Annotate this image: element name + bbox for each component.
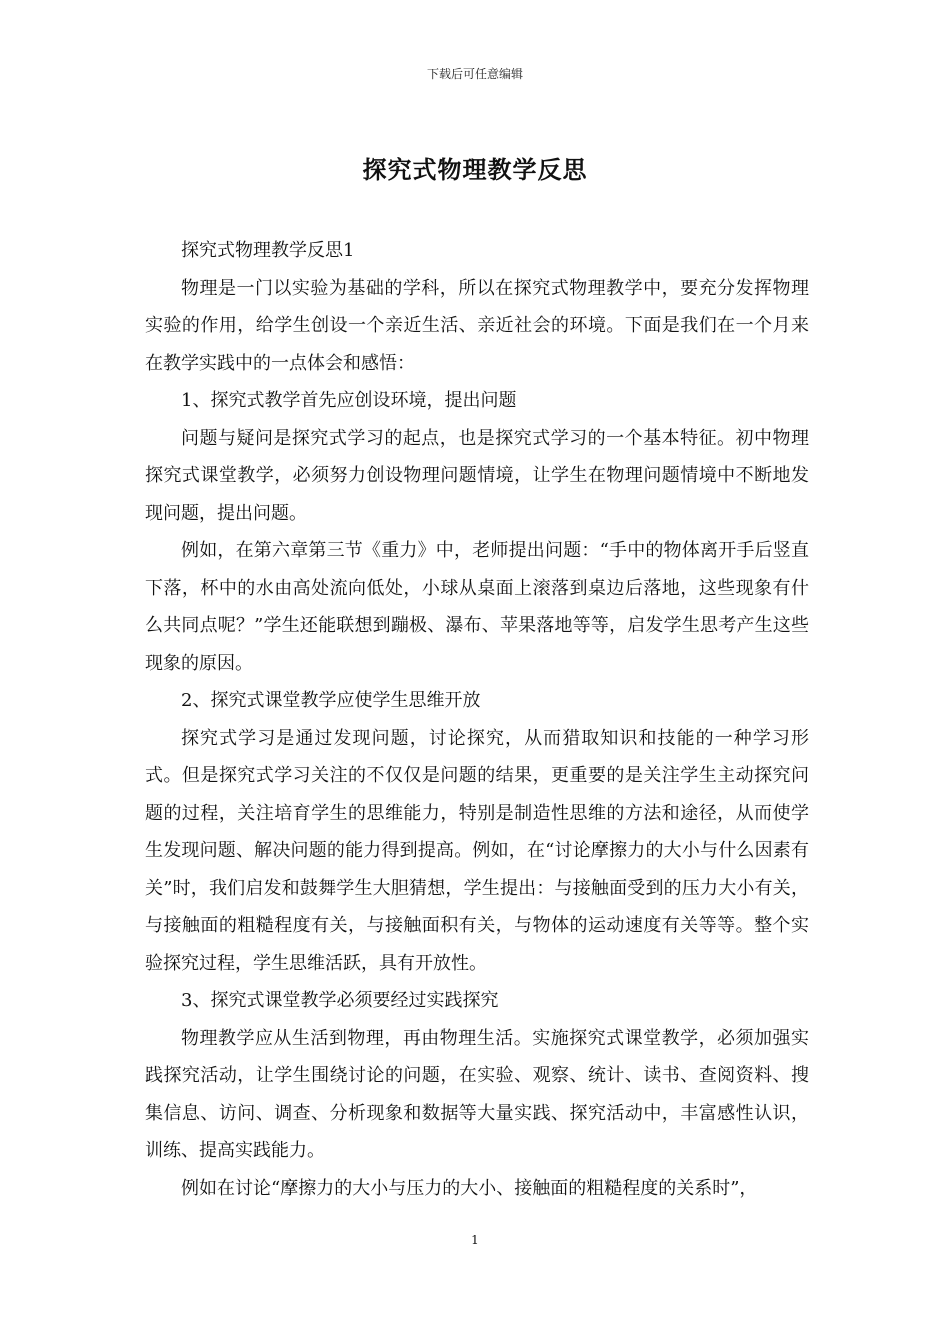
page-number: 1 (471, 1233, 479, 1247)
document-title: 探究式物理教学反思 (362, 155, 588, 184)
header-note: 下载后可任意编辑 (426, 67, 523, 81)
subheading: 1、探究式教学首先应创设环境，提出问题 (181, 390, 517, 411)
section-heading: 探究式物理教学反思1 (181, 240, 355, 261)
paragraph: 问题与疑问是探究式学习的起点，也是探究式学习的一个基本特征。初中物理探究式课堂教学，必须努力创设物理问题情境，让学生在物理问题情境中不断地发现问题，提出问题。 (145, 427, 809, 524)
subheading: 3、探究式课堂教学必须要经过实践探究 (181, 990, 499, 1011)
paragraph: 例如，在第六章第三节《重力》中，老师提出问题：“手中的物体离开手后竖直下落，杯中的水由高处流向低处，小球从桌面上滚落到桌边后落地，这些现象有什么共同点呢？”学生还能联想到蹦极、瀑布、苹果落地等等，启发学生思考产生这些现象的原因。 (145, 540, 809, 674)
document-body (145, 232, 809, 1207)
paragraph: 物理是一门以实验为基础的学科，所以在探究式物理教学中，要充分发挥物理实验的作用，给学生创设一个亲近生活、亲近社会的环境。下面是我们在一个月来在教学实践中的一点体会和感悟： (145, 277, 809, 374)
subheading: 2、探究式课堂教学应使学生思维开放 (181, 690, 481, 711)
paragraph: 例如在讨论“摩擦力的大小与压力的大小、接触面的粗糙程度的关系时”， (181, 1177, 758, 1199)
paragraph: 物理教学应从生活到物理，再由物理生活。实施探究式课堂教学，必须加强实践探究活动，让学生围绕讨论的问题，在实验、观察、统计、读书、查阅资料、搜集信息、访问、调查、分析现象和数据等大量实践、探究活动中，丰富感性认识，训练、提高实践能力。 (145, 1027, 809, 1161)
paragraph: 探究式学习是通过发现问题，讨论探究，从而猎取知识和技能的一种学习形式。但是探究式学习关注的不仅仅是问题的结果，更重要的是关注学生主动探究问题的过程，关注培育学生的思维能力，特别是制造性思维的方法和途径，从而使学生发现问题、解决问题的能力得到提高。例如，在“讨论摩擦力的大小与什么因素有关”时，我们启发和鼓舞学生大胆猜想，学生提出：与接触面受到的压力大小有关，与接触面的粗糙程度有关，与接触面积有关，与物体的运动速度有关等等。整个实验探究过程，学生思维活跃，具有开放性。 (145, 727, 809, 974)
